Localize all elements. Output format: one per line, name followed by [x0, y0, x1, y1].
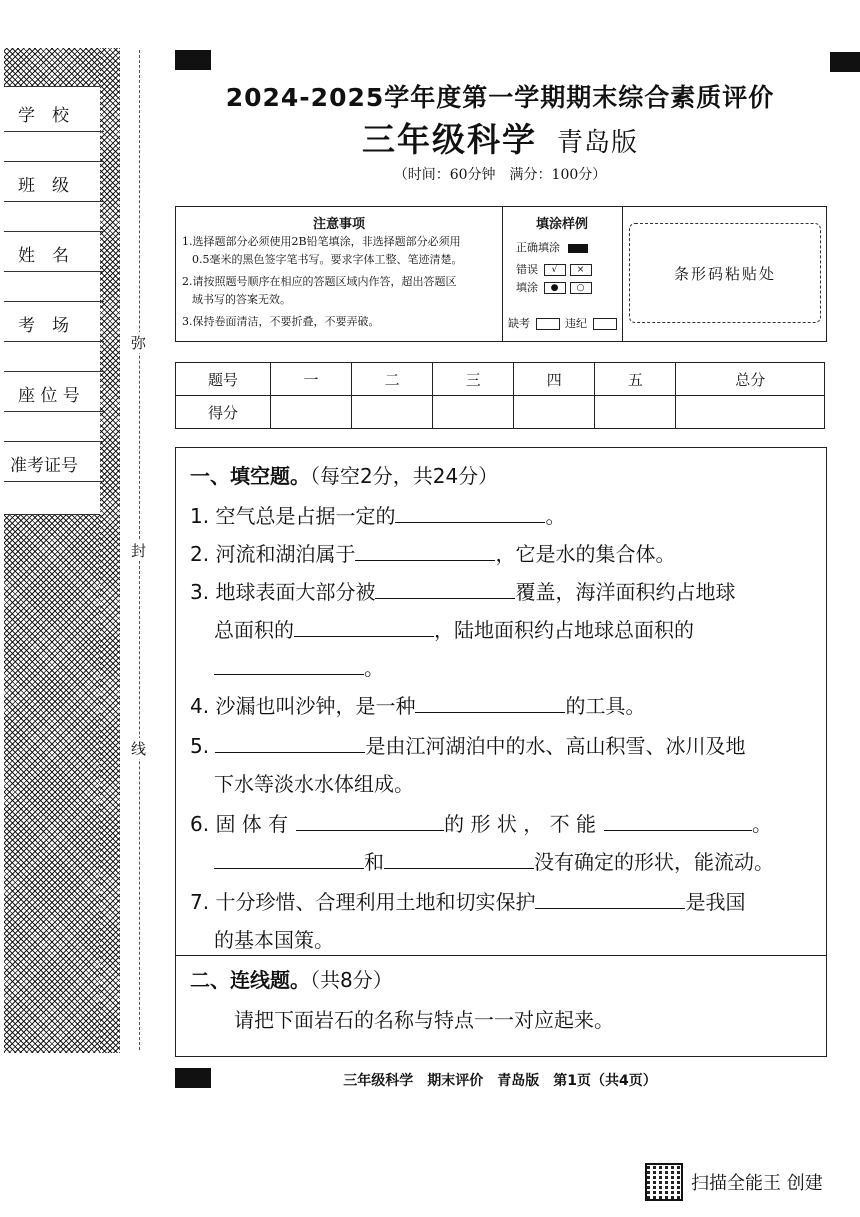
school-label: 学 校 [18, 106, 69, 126]
absent-checkbox[interactable] [536, 318, 560, 330]
q3-text-mid: 覆盖，海洋面积约占地球 [515, 580, 736, 604]
violation-label: 违纪 [565, 317, 587, 330]
exam-title: 2024-2025学年度第一学期期末综合素质评价 [225, 83, 775, 112]
score-row-label: 得分 [176, 396, 271, 429]
seat-number-label: 座 位 号 [18, 386, 80, 406]
q1-text: 1. 空气总是占据一定的 [190, 504, 396, 528]
fill-label: 填涂 [516, 281, 538, 294]
question-5-line2 [214, 768, 414, 797]
section1-title: 一、填空题。 [190, 464, 310, 488]
fill-sample-column [502, 207, 623, 341]
section2-instruction: 请把下面岩石的名称与特点一一对应起来。 [234, 1008, 614, 1032]
question-6-line1 [190, 808, 772, 837]
notice-item: 1.选择题部分必须使用2B铅笔填涂，非选择题部分必须用 [182, 235, 461, 248]
q3-text-3: ，陆地面积约占地球总面积的 [434, 618, 694, 642]
answer-blank[interactable] [384, 850, 534, 869]
section2-heading [190, 964, 393, 993]
q7-text: 7. 十分珍惜、合理利用土地和切实保护 [190, 890, 536, 914]
registration-mark-top-right [830, 52, 860, 72]
section2-title: 二、连线题。 [190, 968, 310, 992]
subject-title: 三年级科学 [361, 120, 537, 159]
question-3-line1 [190, 576, 735, 605]
exam-room-label: 考 场 [18, 316, 69, 336]
question-6-line2 [214, 846, 774, 875]
question-3-line3 [214, 652, 384, 681]
table-header-cell: 一 [271, 363, 352, 396]
scanner-label: 扫描全能王 创建 [691, 1173, 823, 1194]
exam-id-label: 准考证号 [10, 456, 78, 476]
q6-text-mid: 的 形 状 ， 不 能 [444, 812, 596, 836]
q6-text: 6. 固 体 有 [190, 812, 289, 836]
table-header-cell: 三 [433, 363, 514, 396]
answer-blank[interactable] [535, 890, 685, 909]
score-cell[interactable] [433, 396, 514, 429]
table-header-cell: 四 [514, 363, 595, 396]
hatch-pattern-bottom [4, 513, 100, 1053]
answer-blank[interactable] [375, 580, 515, 599]
question-4 [190, 690, 645, 719]
divider [4, 371, 104, 372]
table-header-cell: 总分 [676, 363, 825, 396]
page-footer: 三年级科学 期末评价 青岛版 第1页（共4页） [343, 1073, 657, 1089]
scanner-watermark [645, 1163, 823, 1201]
table-header-cell: 五 [595, 363, 676, 396]
table-header-cell: 二 [352, 363, 433, 396]
answer-blank[interactable] [604, 812, 752, 831]
q3-text-end: 。 [364, 656, 384, 680]
divider [4, 441, 104, 442]
notice-title: 注意事项 [312, 217, 365, 232]
notice-item: 3.保持卷面清洁，不要折叠，不要弄破。 [182, 315, 380, 328]
notice-item: 2.请按照题号顺序在相应的答题区域内作答，超出答题区 [182, 275, 457, 288]
score-cell[interactable] [595, 396, 676, 429]
class-label: 班 级 [18, 176, 69, 196]
wrong-label: 错误 [516, 263, 538, 276]
name-field[interactable] [4, 271, 104, 272]
wrong-fill-sample [516, 261, 594, 297]
answer-blank[interactable] [215, 734, 365, 753]
q6-text-end2: 没有确定的形状，能流动。 [534, 850, 774, 874]
q2-text: 2. 河流和湖泊属于 [190, 542, 356, 566]
hatch-pattern-strip [100, 48, 120, 1053]
section1-heading [190, 460, 498, 489]
answer-blank[interactable] [214, 850, 364, 869]
answer-blank[interactable] [296, 812, 444, 831]
q5-text: 是由江河湖泊中的水、高山积雪、冰川及地 [365, 734, 746, 758]
question-5-line1 [190, 730, 745, 759]
answer-blank[interactable] [294, 618, 434, 637]
answer-blank[interactable] [355, 542, 495, 561]
hatch-pattern-top [4, 48, 100, 86]
seat-number-field[interactable] [4, 411, 104, 412]
question-3-line2 [214, 614, 694, 643]
question-area [175, 447, 827, 1057]
exam-room-field[interactable] [4, 341, 104, 342]
seal-char-xian: 线 [131, 740, 147, 758]
score-cell[interactable] [676, 396, 825, 429]
score-cell[interactable] [352, 396, 433, 429]
q7-text-mid: 是我国 [685, 890, 746, 914]
score-cell[interactable] [271, 396, 352, 429]
section1-note: （每空2分，共24分） [310, 464, 499, 488]
cross-mark-icon: × [570, 264, 592, 276]
divider [4, 161, 104, 162]
edition-label: 青岛版 [556, 128, 638, 158]
q4-text: 4. 沙漏也叫沙钟，是一种 [190, 694, 416, 718]
exam-id-field[interactable] [4, 481, 104, 482]
notice-column [176, 207, 503, 341]
question-7-line1 [190, 886, 745, 915]
student-info-box [4, 86, 100, 515]
class-field[interactable] [4, 201, 104, 202]
q5-text-end: 下水等淡水水体组成。 [214, 772, 414, 796]
question-1 [190, 500, 565, 529]
table-header-cell: 题号 [176, 363, 271, 396]
q4-text-end: 的工具。 [565, 694, 646, 718]
question-7-line2 [214, 924, 334, 953]
q3-text: 3. 地球表面大部分被 [190, 580, 376, 604]
answer-blank[interactable] [415, 694, 565, 713]
table-row [176, 363, 825, 396]
notice-box [175, 206, 827, 342]
correct-fill-sample [516, 239, 588, 255]
q1-text-end: 。 [545, 504, 566, 528]
score-table [175, 362, 825, 429]
absent-violation-row [508, 315, 619, 331]
check-mark-icon: √ [544, 264, 566, 276]
notice-item: 域书写的答案无效。 [192, 293, 291, 306]
table-row [176, 396, 825, 429]
q6-text-end1: 。 [751, 812, 772, 836]
qr-code-icon [645, 1163, 683, 1201]
q2-text-end: ，它是水的集合体。 [495, 542, 676, 566]
answer-blank[interactable] [395, 504, 545, 523]
score-cell[interactable] [514, 396, 595, 429]
seal-char-feng: 封 [131, 542, 147, 560]
answer-blank[interactable] [214, 656, 364, 675]
name-label: 姓 名 [18, 246, 69, 266]
correct-fill-label: 正确填涂 [516, 241, 560, 254]
section-divider [176, 955, 826, 956]
divider [4, 231, 104, 232]
seal-char-mi: 弥 [131, 334, 147, 352]
absent-label: 缺考 [508, 317, 530, 330]
q3-text-2: 总面积的 [214, 618, 294, 642]
fill-sample-title: 填涂样例 [535, 217, 588, 232]
q7-text-end: 的基本国策。 [214, 928, 334, 952]
empty-circle-icon: ○ [570, 282, 592, 294]
question-2 [190, 538, 675, 567]
filled-box-icon [568, 244, 588, 253]
filled-dot-icon: ● [544, 282, 566, 294]
barcode-area: 条形码粘贴处 [629, 223, 821, 323]
divider [4, 301, 104, 302]
section2-note: （共8分） [310, 968, 393, 992]
exam-subtitle [300, 114, 700, 161]
violation-checkbox[interactable] [593, 318, 617, 330]
school-field[interactable] [4, 131, 104, 132]
q5-number: 5. [190, 734, 216, 758]
registration-mark-top-left [175, 50, 211, 70]
notice-item: 0.5毫米的黑色签字笔书写。要求字体工整、笔迹清楚。 [192, 253, 463, 266]
q6-text-and: 和 [364, 850, 384, 874]
time-info: （时间：60分钟 满分：100分） [393, 167, 607, 183]
